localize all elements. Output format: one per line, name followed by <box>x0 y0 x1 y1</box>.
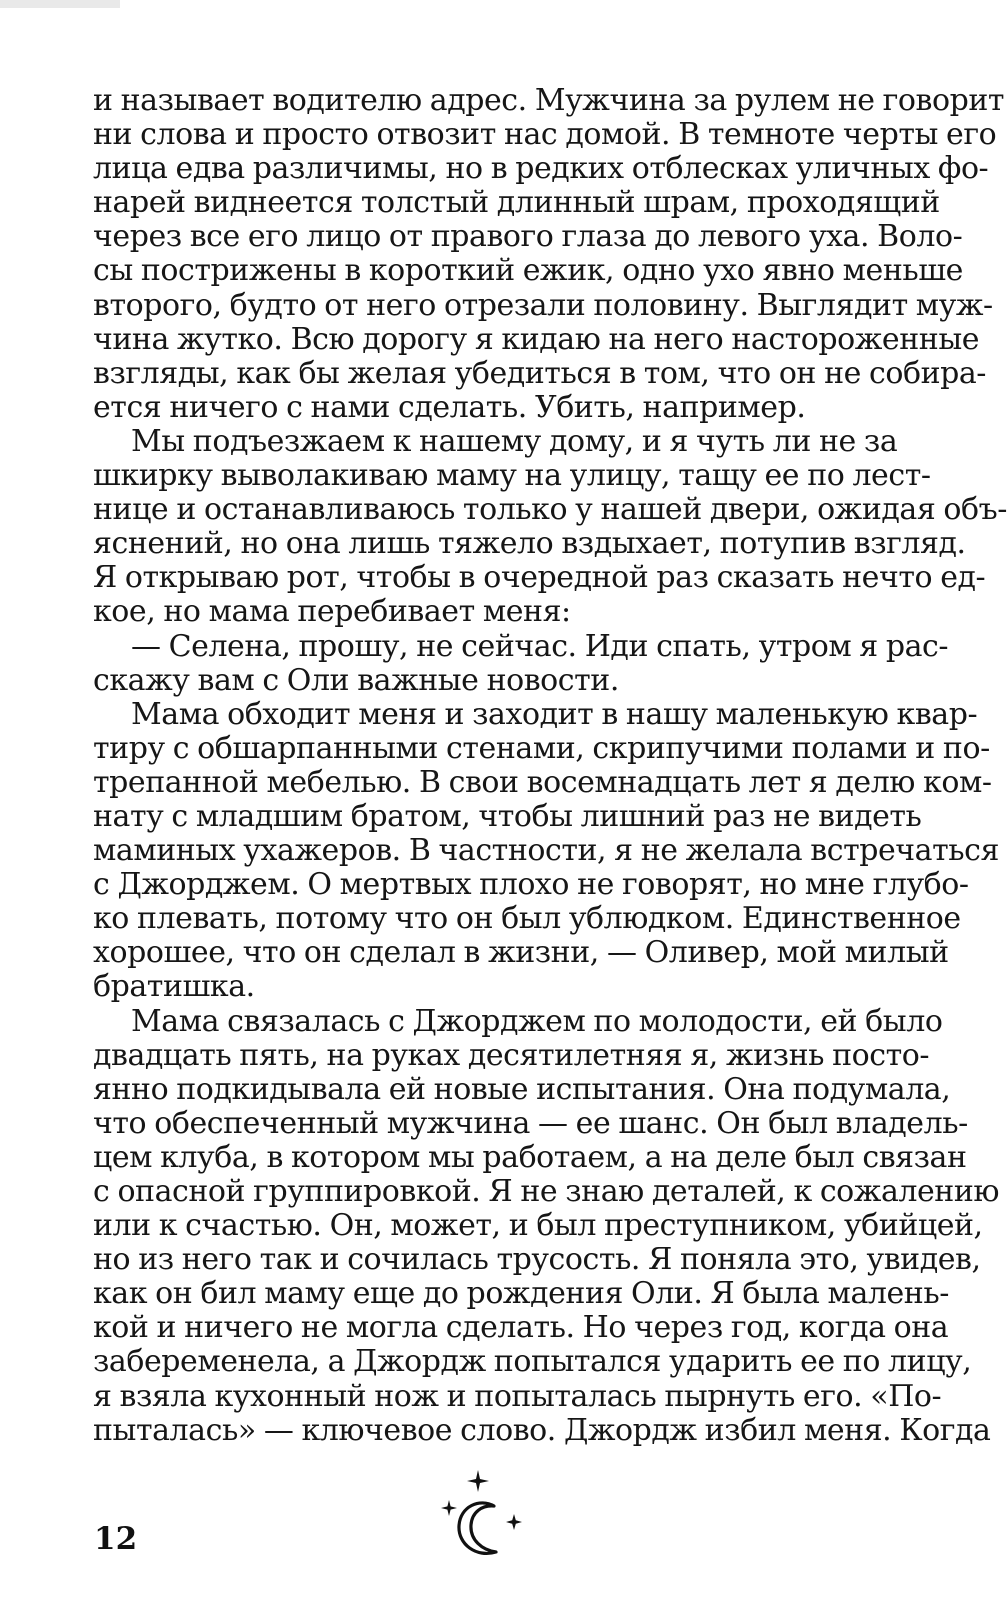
text-line: или к счастью. Он, может, и был преступником, убийцей, <box>93 1208 983 1244</box>
text-line: маминых ухажеров. В частности, я не желала встречаться <box>93 833 999 869</box>
text-line: как он бил маму еще до рождения Оли. Я была малень- <box>93 1276 949 1312</box>
text-line: ется ничего с нами сделать. Убить, например. <box>93 389 806 425</box>
star-right-icon <box>506 1514 522 1530</box>
text-line: нату с младшим братом, чтобы лишний раз не видеть <box>93 798 922 834</box>
crescent-moon-stars-icon <box>440 1468 524 1560</box>
text-line: братишка. <box>93 969 255 1005</box>
star-top-icon <box>467 1470 489 1492</box>
text-line: взгляды, как бы желая убедиться в том, что он не собира- <box>93 355 986 391</box>
star-left-icon <box>441 1500 457 1516</box>
text-line: кое, но мама перебивает меня: <box>93 594 571 630</box>
crescent-icon <box>459 1503 496 1553</box>
text-line: скажу вам с Оли важные новости. <box>93 662 619 698</box>
text-line: — Селена, прошу, не сейчас. Иди спать, утром я рас- <box>131 628 949 664</box>
text-line: Мама обходит меня и заходит в нашу маленькую квар- <box>131 696 978 732</box>
text-line: ко плевать, потому что он был ублюдком. Единственное <box>93 901 961 937</box>
page-number: 12 <box>94 1521 138 1557</box>
text-line: двадцать пять, на руках десятилетняя я, жизнь посто- <box>93 1037 930 1073</box>
text-line: нарей виднеется толстый длинный шрам, проходящий <box>93 185 940 221</box>
text-line: Мама связалась с Джорджем по молодости, ей было <box>131 1003 943 1039</box>
text-line: трепанной мебелью. В свои восемнадцать лет я делю ком- <box>93 764 992 800</box>
text-line: забеременела, а Джордж попытался ударить ее по лицу, <box>93 1344 972 1380</box>
text-line: сы пострижены в короткий ежик, одно ухо явно меньше <box>93 253 963 289</box>
text-line: чина жутко. Всю дорогу я кидаю на него настороженные <box>93 321 980 357</box>
text-line: пыталась» — ключевое слово. Джордж избил меня. Когда <box>93 1412 991 1448</box>
text-line: Я открываю рот, чтобы в очередной раз сказать нечто ед- <box>93 560 986 596</box>
text-line: нице и останавливаюсь только у нашей двери, ожидая объ- <box>93 492 1007 528</box>
text-line: с Джорджем. О мертвых плохо не говорят, но мне глубо- <box>93 867 969 903</box>
page-body-text <box>93 83 1007 1448</box>
text-line: но из него так и сочилась трусость. Я поняла это, увидев, <box>93 1242 981 1278</box>
text-line: шкирку выволакиваю маму на улицу, тащу ее по лест- <box>93 458 931 494</box>
text-line: Мы подъезжаем к нашему дому, и я чуть ли не за <box>131 423 898 459</box>
text-line: второго, будто от него отрезали половину. Выглядит муж- <box>93 287 993 323</box>
text-line: тиру с обшарпанными стенами, скрипучими полами и по- <box>93 730 990 766</box>
text-line: ни слова и просто отвозит нас домой. В темноте черты его <box>93 117 997 153</box>
text-line: янно подкидывала ей новые испытания. Она подумала, <box>93 1071 951 1107</box>
text-line: яснений, но она лишь тяжело вздыхает, потупив взгляд. <box>93 526 966 562</box>
text-line: что обеспеченный мужчина — ее шанс. Он был владель- <box>93 1105 968 1141</box>
text-line: кой и ничего не могла сделать. Но через год, когда она <box>93 1310 949 1346</box>
text-line: хорошее, что он сделал в жизни, — Оливер, мой милый <box>93 935 949 971</box>
text-line: лица едва различимы, но в редких отблесках уличных фо- <box>93 151 989 187</box>
text-line: через все его лицо от правого глаза до левого уха. Воло- <box>93 219 963 255</box>
top-edge-mark <box>0 0 120 8</box>
text-line: с опасной группировкой. Я не знаю деталей, к сожалению <box>93 1174 1000 1209</box>
text-line: и называет водителю адрес. Мужчина за рулем не говорит <box>93 83 1005 118</box>
text-line: я взяла кухонный нож и попыталась пырнуть его. «По- <box>93 1378 942 1414</box>
text-line: цем клуба, в котором мы работаем, а на деле был связан <box>93 1139 967 1175</box>
